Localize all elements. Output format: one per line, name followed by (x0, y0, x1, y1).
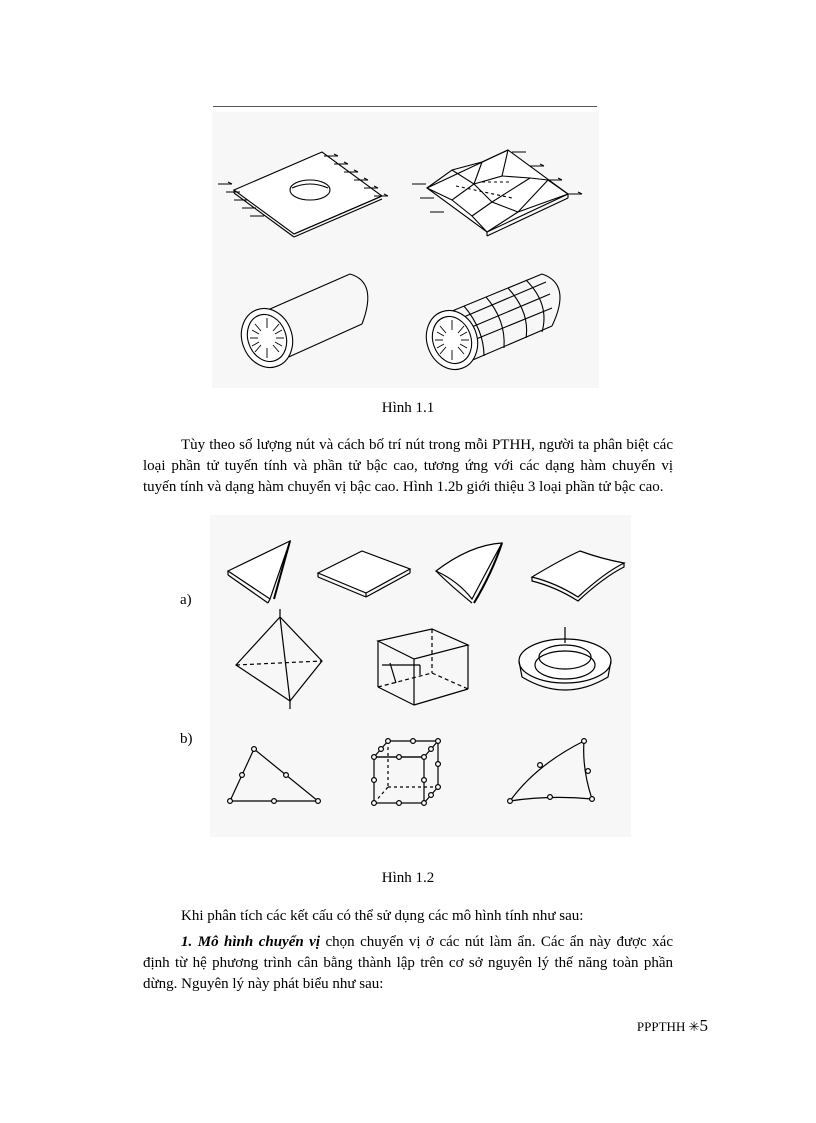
paragraph-models-intro: Khi phân tích các kết cấu có thể sử dụng các mô hình tính như sau: (181, 908, 584, 924)
paragraph-element-types: Tùy theo số lượng nút và cách bố trí nút trong mỗi PTHH, người ta phân biệt các loại phần tử tuyến tính và phần tử bậc cao, tương ứng với các dạng hàm chuyển vị tuyến tính và dạng hàm chuyển vị bậc cao. Hình 1.2b giới thiệu 3 loại phần tử bậc cao. (143, 437, 673, 495)
page-number: 5 (699, 1016, 708, 1035)
figure-1-1 (212, 112, 599, 388)
figure-1-2 (210, 515, 631, 837)
hexahedron-element (378, 629, 468, 705)
plate-with-hole (218, 152, 388, 237)
curved-triangle-shell-element (436, 543, 502, 603)
displacement-model-text: chọn chuyển vị ở các nút làm ẩn. Các ẩn này được xác định từ hệ phương trình cân bằng thành lập trên cơ sở nguyên lý thế năng toàn phần dừng. Nguyên lý này phát biểu như sau: (143, 934, 673, 992)
figure-1-2-label-a: a) (180, 592, 192, 608)
cylinder (233, 274, 368, 375)
figure-1-1-caption: Hình 1.1 (381, 400, 435, 416)
paragraph-displacement-model (143, 932, 673, 995)
figure-1-2-caption: Hình 1.2 (381, 870, 435, 886)
tetrahedron-element (236, 609, 322, 709)
meshed-plate (412, 150, 582, 236)
quadratic-hexahedron-element (372, 739, 441, 806)
figure-1-2-label-b: b) (180, 731, 193, 747)
asterisk-icon: ✳ (688, 1019, 700, 1034)
quadratic-triangle-element (228, 747, 321, 804)
top-rule (213, 106, 597, 107)
triangle-plate-element (228, 541, 290, 603)
quad-plate-element (318, 551, 410, 597)
footer-text: PPPTHH (636, 1019, 689, 1034)
displacement-model-heading: 1. Mô hình chuyển vị (181, 934, 321, 950)
curved-quad-shell-element (532, 551, 624, 601)
ring-solid-element (519, 627, 611, 690)
meshed-cylinder (418, 274, 560, 377)
curved-quadratic-element (508, 739, 595, 804)
page-footer (637, 1016, 708, 1036)
